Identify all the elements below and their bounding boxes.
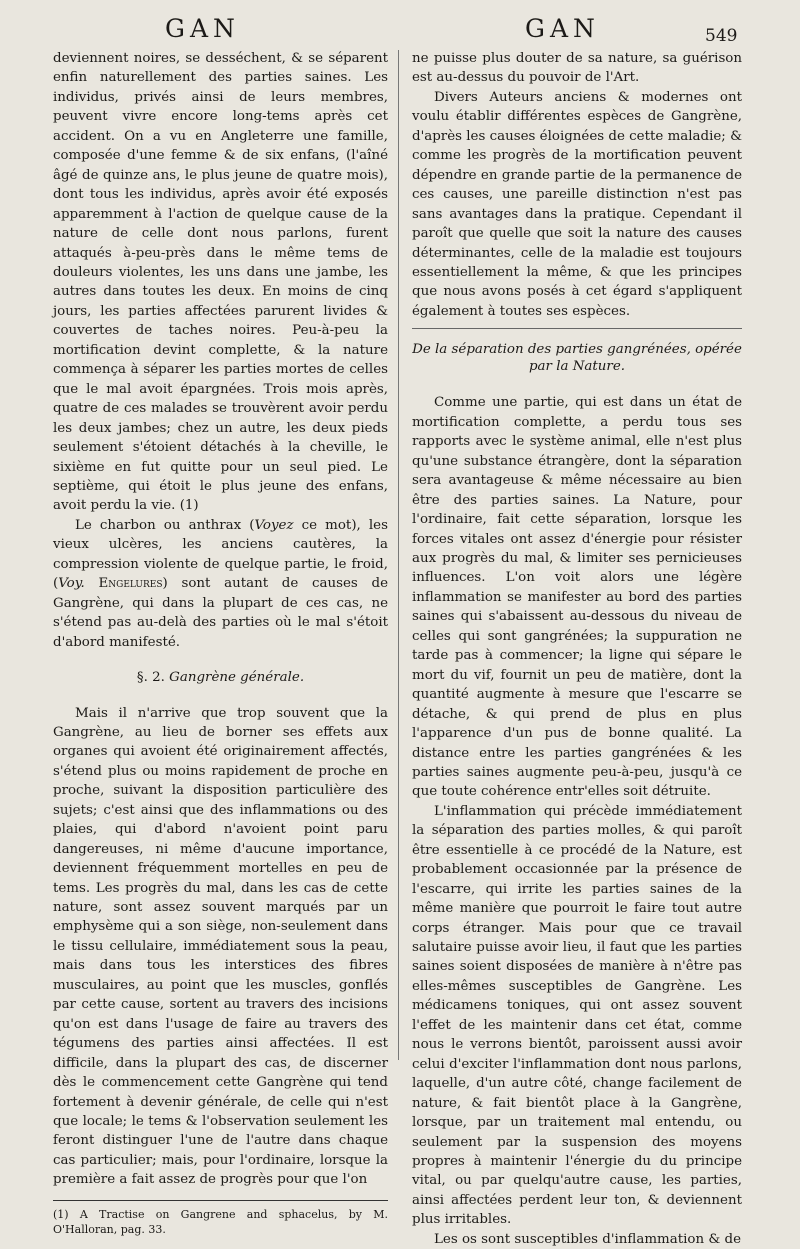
- cross-reference-term: Engelures: [84, 576, 163, 592]
- text-run: Le charbon ou anthrax (: [75, 517, 255, 533]
- text-run: ) sont autant de causes de Gangrène, qui dans la plupart de ces cas, ne s'étend pas au-delà des parties où le mal s'étoit d'abord manifesté.: [53, 576, 388, 650]
- footnote: (1) A Tractise on Gangrene and sphacelus, by M. O'Halloran, pag. 33.: [53, 1207, 388, 1236]
- paragraph: L'inflammation qui précède immédiatement la séparation des parties molles, & qui paroît être essentielle à ce procédé de la Nature, est probablement occasionnée par la présence de l'escarre, qui irrite les parties saines de la même manière que pourroit le faire tout autre corps étranger. Mais pour que ce travail salutaire puisse avoir lieu, il faut que les parties saines soient disposées de manière à n'être pas elles-mêmes susceptibles de Gangrène. Les médicamens toniques, qui ont assez souvent l'effet de les maintenir dans cet état, comme nous le verrons bientôt, paroissent aussi avoir celui d'exciter l'inflammation dont nous parlons, laquelle, d'un autre côté, change facilement de nature, & fait bientôt place à la Gangrène, lorsque, par un traitement mal entendu, ou seulement par la suspension des moyens propres à maintenir l'énergie du du principe vital, ou par quelqu'autre cause, les parties, ainsi affectées perdent leur ton, & deviennent plus irritables.: [412, 803, 742, 1228]
- paragraph: ne puisse plus douter de sa nature, sa guérison est au-dessus du pouvoir de l'Art.: [412, 51, 742, 86]
- section-separator: [412, 328, 742, 329]
- footnote-rule: [53, 1200, 388, 1201]
- page-number: 549: [705, 26, 738, 46]
- header-left-word: GAN: [165, 14, 240, 43]
- running-header: [0, 14, 800, 48]
- left-column: [53, 49, 388, 1237]
- section-heading: De la séparation des parties gangrénées, opérée par la Nature.: [412, 342, 742, 375]
- header-right-word: GAN: [525, 14, 600, 43]
- section-title: Gangrène générale.: [169, 670, 305, 686]
- right-column: [412, 49, 742, 1249]
- cross-reference-link: Voy.: [58, 576, 85, 592]
- section-number: §. 2.: [136, 670, 165, 686]
- paragraph: Mais il n'arrive que trop souvent que la Gangrène, au lieu de borner ses effets aux organes qui avoient été originairement affectés, s'étend plus ou moins rapidement de proche en proche, suivant la disposition particulière des sujets; c'est ainsi que des inflammations ou des plaies, qui d'abord n'avoient point paru dangereuses, ni même d'aucune importance, deviennent fréquemment mortelles en peu de tems. Les progrès du mal, dans les cas de cette nature, sont assez souvent marqués par un emphysème qui a son siège, non-seulement dans le tissu cellulaire, immédiatement sous la peau, mais dans tous les interstices des fibres musculaires, au point que les muscles, gonflés par cette cause, sortent au travers des incisions qu'on est dans l'usage de faire au travers des tégumens des parties ainsi affectées. Il est difficile, dans la plupart des cas, de discerner dès le commencement cette Gangrène qui tend fortement à devenir générale, de celle qui n'est que locale; le tems & l'observation seulement les feront distinguer l'une de l'autre dans chaque cas particulier; mais, pour l'ordinaire, lorsque la première a fait assez de progrès pour que l'on: [53, 705, 388, 1188]
- paragraph: deviennent noires, se desséchent, & se séparent enfin naturellement des parties saines. Les individus, privés ainsi de leurs membres, peuvent vivre encore long-tems après cet accident. On a vu en Angleterre une famille, composée d'une femme & de six enfans, (l'aîné âgé de quinze ans, le plus jeune de quatre mois), dont tous les individus, après avoir été exposés apparemment à l'action de quelque cause de la nature de celle dont nous parlons, furent attaqués à-peu-près dans le même tems de douleurs violentes, les uns dans une jambe, les autres dans toutes les deux. En moins de cinq jours, les parties affectées parurent livides & couvertes de taches noires. Peu-à-peu la mortification devint complette, & la nature commença à séparer les parties mortes de celles que le mal avoit épargnées. Trois mois après, quatre de ces malades se trouvèrent avoir perdu les deux jambes; chez un autre, les deux pieds seulement s'étoient détachés à la cheville, le sixième en fut quitte pour un seul pied. Le septième, qui étoit le plus jeune des enfans, avoit perdu la vie. (1): [53, 51, 388, 514]
- section-heading: [53, 668, 388, 687]
- paragraph: Les os sont susceptibles d'inflammation & de: [434, 1231, 741, 1247]
- paragraph: [53, 516, 388, 652]
- paragraph: Comme une partie, qui est dans un état de mortification complette, a perdu tous ses rapports avec le système animal, elle n'est plus qu'une substance étrangère, dont la séparation sera avantageuse & même nécessaire au bien être des parties saines. La Nature, pour l'ordinaire, fait cette séparation, lorsque les forces vitales ont assez d'énergie pour résister aux progrès du mal, & limiter ses pernicieuses influences. L'on voit alors une légère inflammation se manifester au bord des parties saines qui s'abaissent au-dessous du niveau de celles qui sont gangrénées; la suppuration ne tarde pas à commencer; la ligne qui sépare le mort du vif, fournit un peu de matière, dont la quantité augmente à mesure que l'escarre se détache, & qui prend de plus en plus l'apparence d'un pus de bonne qualité. La distance entre les parties gangrénées & les parties saines augmente peu-à-peu, jusqu'à ce que toute cohérence entr'elles soit détruite.: [412, 395, 742, 800]
- paragraph: Divers Auteurs anciens & modernes ont voulu établir différentes espèces de Gangrène, d'après les causes éloignées de cette maladie; & comme les progrès de la mortification peuvent dépendre en grande partie de la permanence de ces causes, une pareille distinction n'est pas sans avantages dans la pratique. Cependant il paroît que quelle que soit la nature des causes déterminantes, celle de la maladie est toujours essentiellement la même, & que les principes que nous avons posés à cet égard s'appliquent également à toutes ses espèces.: [412, 89, 742, 319]
- text-run: ce mot), les vieux ulcères, les anciens cautères, la compression violente de quelque partie, le froid, (: [53, 517, 388, 592]
- cross-reference-link: Voyez: [254, 517, 294, 533]
- column-divider: [398, 50, 399, 1060]
